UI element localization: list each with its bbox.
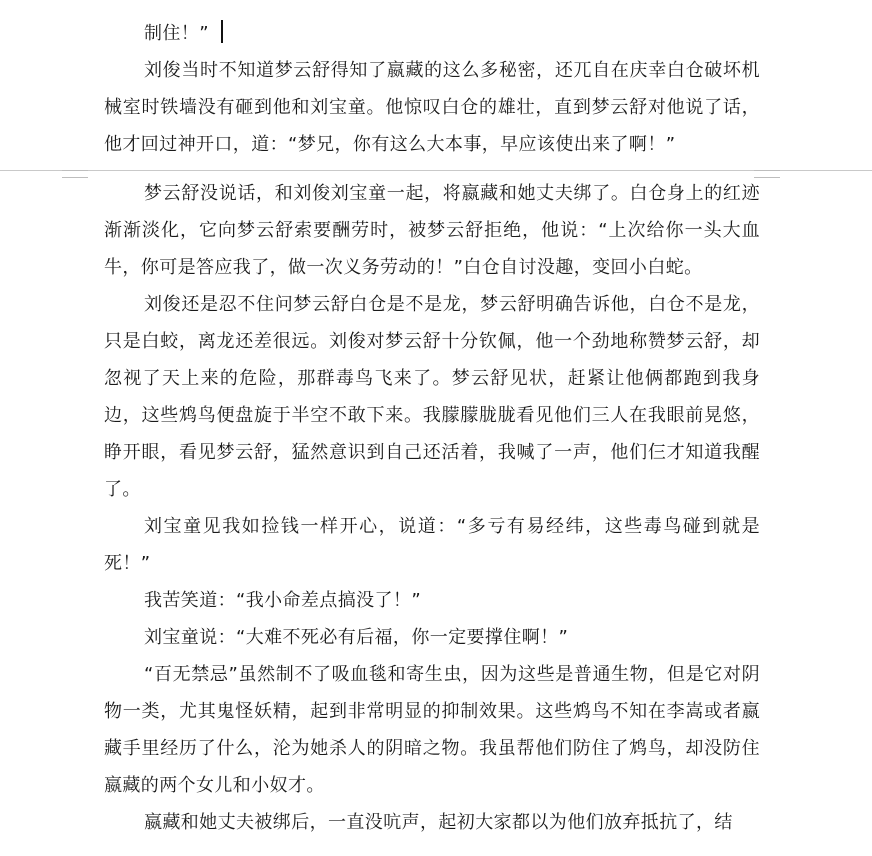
paragraph: 刘俊还是忍不住问梦云舒白仓是不是龙，梦云舒明确告诉他，白仓不是龙，只是白蛟，离龙还差很远。刘俊对梦云舒十分钦佩，他一个劲地称赞梦云舒，却忽视了天上来的危险，那群毒鸟飞来了。梦云舒见状，赶紧让他俩都跑到我身边，这些鸩鸟便盘旋于半空不敢下来。我朦朦胧胧看见他们三人在我眼前晃悠，睁开眼，看见梦云舒，猛然意识到自己还活着，我喊了一声，他们仨才知道我醒了。 (104, 294, 760, 500)
paragraph: “百无禁忌”虽然制不了吸血毯和寄生虫，因为这些是普通生物，但是它对阴物一类，尤其鬼怪妖精，起到非常明显的抑制效果。这些鸩鸟不知在李嵩或者嬴藏手里经历了什么，沦为她杀人的阴暗之物。我虽帮他们防住了鸩鸟，却没防住嬴藏的两个女儿和小奴才。 (104, 664, 760, 796)
page-1-text[interactable] (104, 15, 760, 163)
paragraph-text: 制住！” (144, 23, 209, 44)
page-2-text[interactable] (104, 175, 760, 841)
text-cursor (221, 20, 223, 43)
paragraph: 我苦笑道：“我小命差点搞没了！” (144, 590, 422, 611)
paragraph: 嬴藏和她丈夫被绑后，一直没吭声，起初大家都以为他们放弃抵抗了，结 (144, 812, 733, 833)
paragraph: 梦云舒没说话，和刘俊刘宝童一起，将嬴藏和她丈夫绑了。白仓身上的红迹渐渐淡化，它向梦云舒索要酬劳时，被梦云舒拒绝，他说：“上次给你一头大血牛，你可是答应我了，做一次义务劳动的！”白仓自讨没趣，变回小白蛇。 (104, 183, 760, 278)
page-break-line (0, 170, 872, 171)
paragraph: 刘宝童说：“大难不死必有后福，你一定要撑住啊！” (144, 627, 569, 648)
crop-mark-left-lower (62, 170, 88, 178)
paragraph: 刘俊当时不知道梦云舒得知了嬴藏的这么多秘密，还兀自在庆幸白仓破坏机械室时铁墙没有砸到他和刘宝童。他惊叹白仓的雄壮，直到梦云舒对他说了话，他才回过神开口，道：“梦兄，你有这么大本事，早应该使出来了啊！” (104, 60, 760, 155)
paragraph: 刘宝童见我如捡钱一样开心，说道：“多亏有易经纬，这些毒鸟碰到就是死！” (104, 516, 760, 574)
paragraph (104, 15, 760, 52)
